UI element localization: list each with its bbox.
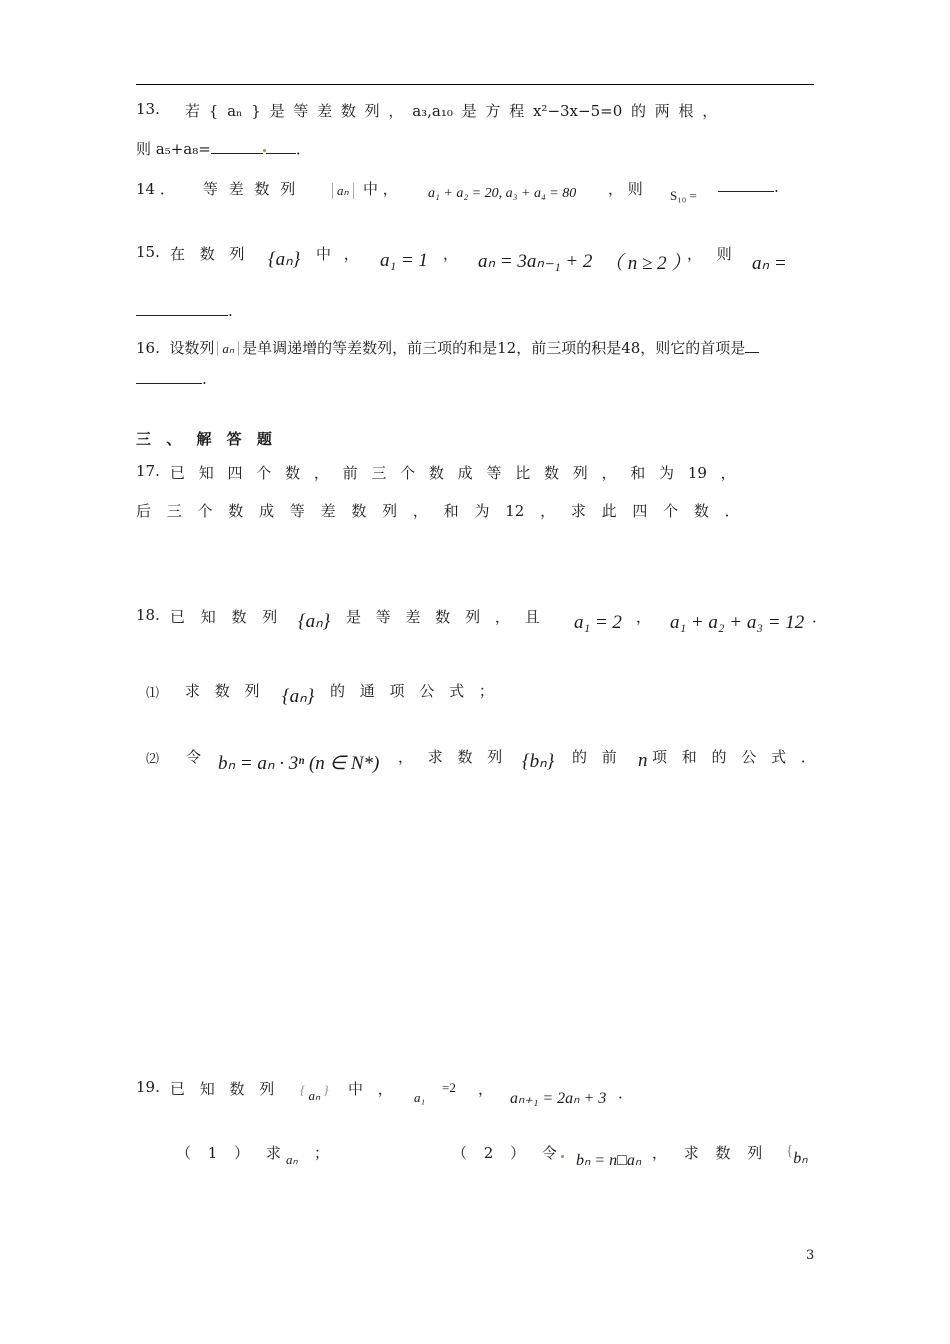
- q14-target: S₁₀ =: [670, 188, 697, 203]
- q19-cond1: a₁: [414, 1090, 426, 1105]
- q15-number: 15.: [136, 243, 160, 261]
- q18-seq: {aₙ}: [298, 611, 331, 632]
- q19-cond2: aₙ₊₁ = 2aₙ + 3: [510, 1090, 607, 1107]
- q18-cond2: a₁ + a₂ + a₃ = 12: [670, 612, 805, 633]
- q18-text2: 是 等 差 数 列 ， 且: [346, 608, 540, 626]
- q18-part2-seq: {bₙ}: [522, 751, 555, 772]
- q17-line2: 后 三 个 数 成 等 差 数 列 ， 和 为 12 ， 求 此 四 个 数 ．: [136, 502, 740, 520]
- q15-text3: ， 则: [687, 245, 732, 263]
- q17-number: 17.: [136, 462, 160, 480]
- q19-part1-target: aₙ: [286, 1152, 298, 1167]
- q19-number: 19.: [136, 1078, 160, 1096]
- q18-part2-text4: 项 和 的 公 式 ．: [652, 748, 816, 766]
- q19-part2-text: ， 求 数 列: [652, 1144, 763, 1162]
- q16-seq: aₙ: [217, 341, 239, 356]
- q13-answer-blank-2: [266, 153, 296, 154]
- q14-text1: 等 差 数 列: [203, 180, 296, 198]
- q15-text1: 在 数 列: [170, 245, 245, 263]
- q15-cond1: a₁ = 1: [380, 250, 428, 271]
- q13-answer-blank: [211, 153, 263, 154]
- q18-part1-seq: {aₙ}: [282, 686, 315, 707]
- q18-part2-text1: 令: [186, 748, 202, 766]
- q18-part2-n: n: [638, 750, 648, 771]
- q15-cond2: aₙ = 3aₙ₋₁ + 2: [478, 251, 593, 272]
- q18-text1: 已 知 数 列: [170, 608, 278, 626]
- q18-part1-text2: 的 通 项 公 式 ；: [330, 682, 494, 700]
- q16-line1: 16. 设数列 aₙ 是单调递增的等差数列，前三项的和是12，前三项的积是48，则它的首项是: [136, 337, 759, 358]
- q16-answer-line: .: [136, 370, 207, 388]
- q18-part2-text3: 的 前: [572, 748, 617, 766]
- q13-line1: 若 { aₙ } 是 等 差 数 列 ， a₃,a₁₀ 是 方 程 x²−3x−5=0 的 两 根 ，: [185, 102, 718, 120]
- q14-condition: a₁ + a₂ = 20, a₃ + a₄ = 80: [428, 186, 577, 201]
- q19-tail: ．: [618, 1084, 634, 1102]
- q19-comma: ，: [478, 1080, 494, 1098]
- q19-text2: 中 ，: [348, 1080, 393, 1098]
- q15-comma: ，: [443, 245, 459, 263]
- q13-number: 13.: [136, 100, 160, 118]
- q14-text2: 中 ，: [363, 180, 398, 198]
- q14-text3: ， 则: [608, 180, 643, 198]
- q15-target: aₙ =: [752, 253, 787, 274]
- q15-answer-line: .: [136, 302, 233, 320]
- q18-tail: ．: [812, 608, 828, 626]
- q18-part2-text2: ， 求 数 列: [398, 748, 503, 766]
- q19-text1: 已 知 数 列: [170, 1080, 275, 1098]
- q14-seq: aₙ: [332, 183, 354, 199]
- q19-part2: （ 2 ） 令: [452, 1144, 557, 1162]
- q17-line1: 已 知 四 个 数 ， 前 三 个 数 成 等 比 数 列 ， 和 为 19 ，: [170, 464, 736, 482]
- q14-number: 14 ．: [136, 180, 175, 198]
- q18-part1-number: ⑴: [146, 686, 160, 701]
- q19-part1-tail: ；: [314, 1144, 330, 1162]
- q13-dot: [263, 149, 266, 152]
- section-title: 三 、 解 答 题: [136, 430, 272, 448]
- q15-text2: 中 ，: [316, 245, 359, 263]
- q18-comma: ，: [636, 608, 652, 626]
- q19-part1: （ 1 ） 求: [176, 1144, 281, 1162]
- q19-part2-seq: {bₙ: [786, 1143, 808, 1167]
- q14-answer-line: .: [718, 178, 779, 196]
- q18-part2-number: ⑵: [146, 752, 160, 767]
- q13-line2: 则 a₅+a₈= ．: [136, 140, 311, 158]
- q19-seq: { aₙ }: [300, 1082, 329, 1103]
- q19-part2-formula: bₙ = n□aₙ: [576, 1152, 642, 1169]
- q18-cond1: a₁ = 2: [574, 612, 622, 633]
- q18-number: 18.: [136, 606, 160, 624]
- header-rule: [136, 84, 814, 85]
- q19-cond1-value: =2: [442, 1080, 456, 1095]
- q13-line2-text: 则 a₅+a₈=: [136, 140, 211, 158]
- q15-cond3: （ n ≥ 2 ）: [604, 253, 691, 274]
- q18-part1-text1: 求 数 列: [185, 682, 260, 700]
- q15-seq: {aₙ}: [268, 249, 301, 270]
- page-number: 3: [806, 1248, 815, 1263]
- q19-dot: [561, 1146, 564, 1164]
- q18-part2-formula: bₙ = aₙ · 3ⁿ (n ∈ N*): [218, 753, 380, 774]
